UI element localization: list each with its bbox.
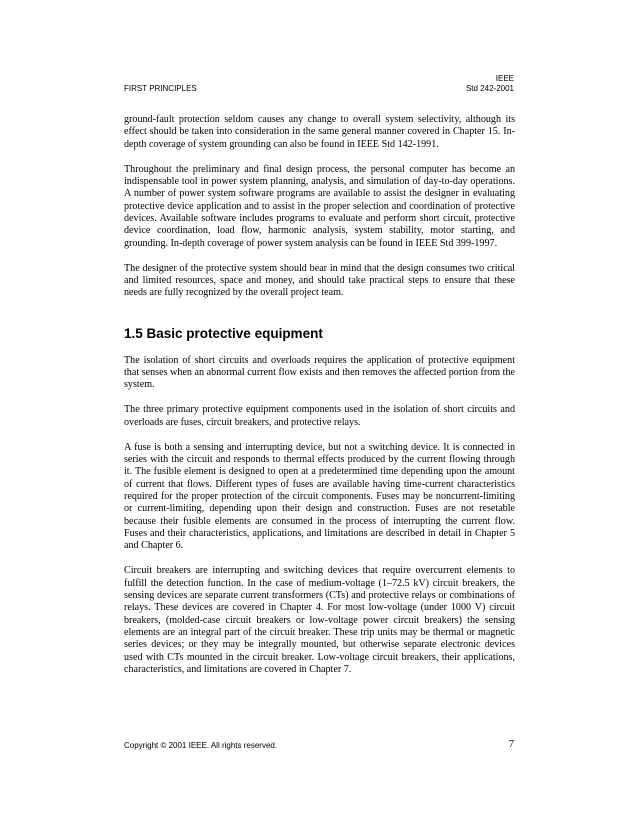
paragraph: The designer of the protective system should bear in mind that the design consumes two critical and limited resources, space and money, and should take practical steps to ensure that these needs are fully recognized by the overall project team. <box>124 262 515 299</box>
page-number: 7 <box>508 739 514 750</box>
header-publisher: IEEE <box>495 74 514 83</box>
paragraph: The three primary protective equipment components used in the isolation of short circuits and overloads are fuses, circuit breakers, and protective relays. <box>124 404 515 428</box>
section-heading: 1.5 Basic protective equipment <box>124 325 323 341</box>
paragraph: The isolation of short circuits and overloads requires the application of protective equipment that senses when an abnormal current flow exists and then removes the affected portion from the system. <box>124 354 515 391</box>
paragraph: ground-fault protection seldom causes any change to overall system selectivity, although its effect should be taken into consideration in the same general manner covered in Chapter 15. In-depth coverage of system grounding can also be found in IEEE Std 142-1991. <box>124 114 515 150</box>
running-header-right <box>466 74 514 94</box>
header-standard-number: Std 242-2001 <box>465 84 514 93</box>
page-body <box>124 114 515 689</box>
footer-copyright: Copyright © 2001 IEEE. All rights reserved. <box>124 741 278 750</box>
paragraph: Circuit breakers are interrupting and switching devices that require overcurrent elements to fulfill the detection function. In the case of medium-voltage (1–72.5 kV) circuit breakers, the sensing devices are separate current transformers (CTs) and protective relays or combinations of relays. These devices are covered in Chapter 4. For most low-voltage (under 1000 V) circuit breakers, (molded-case circuit breakers or low-voltage power circuit breakers) the sensing elements are an integral part of the circuit breaker. These trip units may be thermal or magnetic series devices; or they may be integrally mounted, but otherwise separate electronic devices used with CTs mounted in the circuit breaker. Low-voltage circuit breakers, their applications, characteristics, and limitations are covered in Chapter 7. <box>124 565 515 675</box>
paragraph: A fuse is both a sensing and interrupting device, but not a switching device. It is connected in series with the circuit and responds to thermal effects produced by the current flowing through it. The fusible element is designed to open at a predetermined time depending upon the amount of current that flows. Different types of fuses are available having time-current characteristics required for the proper protection of the circuit components. Fuses may be noncurrent-limiting or current-limiting, depending upon their design and construction. Fuses are not resetable because their fusible elements are consumed in the process of interrupting the current flow. Fuses and their characteristics, applications, and limitations are described in detail in Chapter 5 and Chapter 6. <box>124 441 515 552</box>
paragraph: Throughout the preliminary and final design process, the personal computer has become an indispensable tool in power system planning, analysis, and simulation of day-to-day operations. A number of power system software programs are available to assist the designer in evaluating protective device application and to assist in the proper selection and coordination of protective devices. Available software includes programs to evaluate and perform short circuit, protective device coordination, load flow, harmonic analysis, system stability, motor starting, and grounding. In-depth coverage of power system analysis can be found in IEEE Std 399-1997. <box>124 163 515 249</box>
running-header-left: FIRST PRINCIPLES <box>124 84 197 93</box>
